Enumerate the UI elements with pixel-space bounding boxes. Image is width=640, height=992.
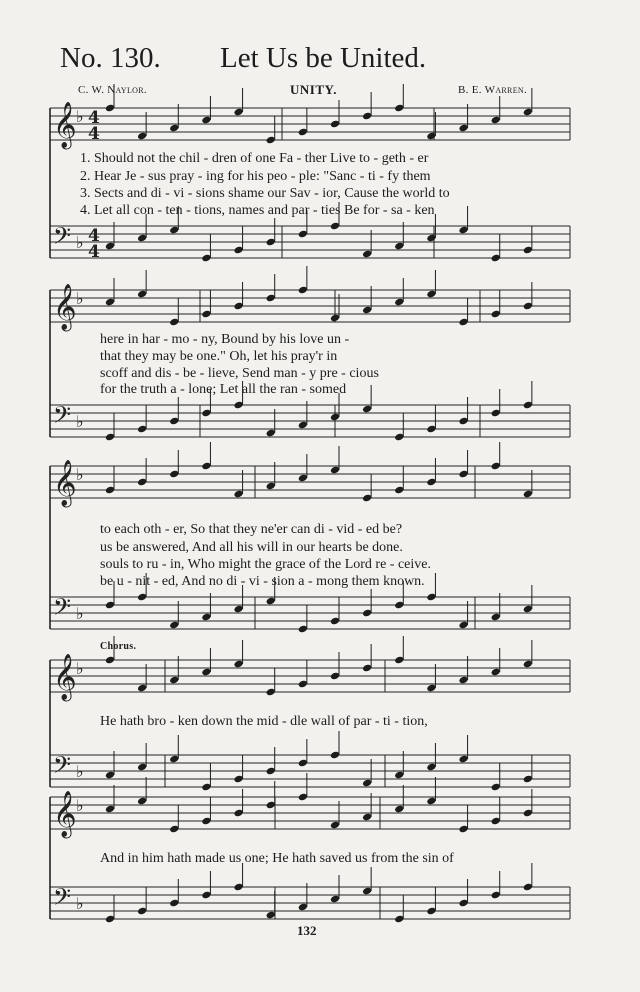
tune-name: UNITY. [290,82,337,97]
bass-clef-icon: 𝄢 [53,883,72,916]
time-signature-denominator: 4 [88,242,100,262]
flat-icon: ♭ [76,465,84,484]
lyric-line: He hath bro - ken down the mid - dle wall of par - ti - tion, [100,714,428,729]
flat-icon: ♭ [76,659,84,678]
flat-icon: ♭ [76,796,84,815]
lyric-line: scoff and dis - be - lieve, Send man - y pre - cious [100,366,379,381]
bass-clef-icon: 𝄢 [53,222,72,255]
lyric-line: 2. Hear Je - sus pray - ing for his peo - ple: "Sanc - ti - fy them [80,169,431,184]
treble-clef-icon: 𝄞 [53,102,77,148]
flat-icon: ♭ [76,894,84,913]
lyric-line: be u - nit - ed, And no di - vi - sion a - mong them known. [100,574,425,589]
author-credit: C. W. Naylor. [78,84,147,96]
flat-icon: ♭ [76,107,84,126]
treble-clef-icon: 𝄞 [53,284,77,330]
flat-icon: ♭ [76,289,84,308]
lyric-line: here in har - mo - ny, Bound by his love un - [100,332,350,347]
flat-icon: ♭ [76,604,84,623]
lyric-line: for the truth a - lone; Let all the ran - somed [100,382,347,397]
bass-clef-icon: 𝄢 [53,751,72,784]
lyric-line: souls to ru - in, Who might the grace of the Lord re - ceive. [100,557,431,572]
time-signature-numerator: 4 [88,108,100,128]
lyric-line: 4. Let all con - ten - tions, names and par - ties Be for - sa - ken [80,203,435,218]
lyric-line: 1. Should not the chil - dren of one Fa - ther Live to - geth - er [80,151,429,166]
lyric-line: to each oth - er, So that they ne'er can di - vid - ed be? [100,522,403,537]
lyric-line: And in him hath made us one; He hath saved us from the sin of [100,851,454,866]
flat-icon: ♭ [76,412,84,431]
treble-clef-icon: 𝄞 [53,654,77,700]
lyric-line: 3. Sects and di - vi - sions shame our Sav - ior, Cause the world to [80,186,450,201]
flat-icon: ♭ [76,233,84,252]
lyric-line: that they may be one." Oh, let his pray'r in [100,349,338,364]
lyric-line: us be answered, And all his will in our hearts be done. [100,540,403,555]
composer-credit: B. E. Warren. [458,84,528,96]
bass-clef-icon: 𝄢 [53,401,72,434]
page-number: 132 [297,923,317,938]
hymn-number: No. 130. [60,42,161,74]
time-signature-numerator: 4 [88,226,100,246]
hymn-title: Let Us be United. [220,42,427,74]
flat-icon: ♭ [76,762,84,781]
treble-clef-icon: 𝄞 [53,460,77,506]
time-signature-denominator: 4 [88,124,100,144]
treble-clef-icon: 𝄞 [53,791,77,837]
chorus-label: Chorus. [100,641,137,652]
bass-clef-icon: 𝄢 [53,593,72,626]
